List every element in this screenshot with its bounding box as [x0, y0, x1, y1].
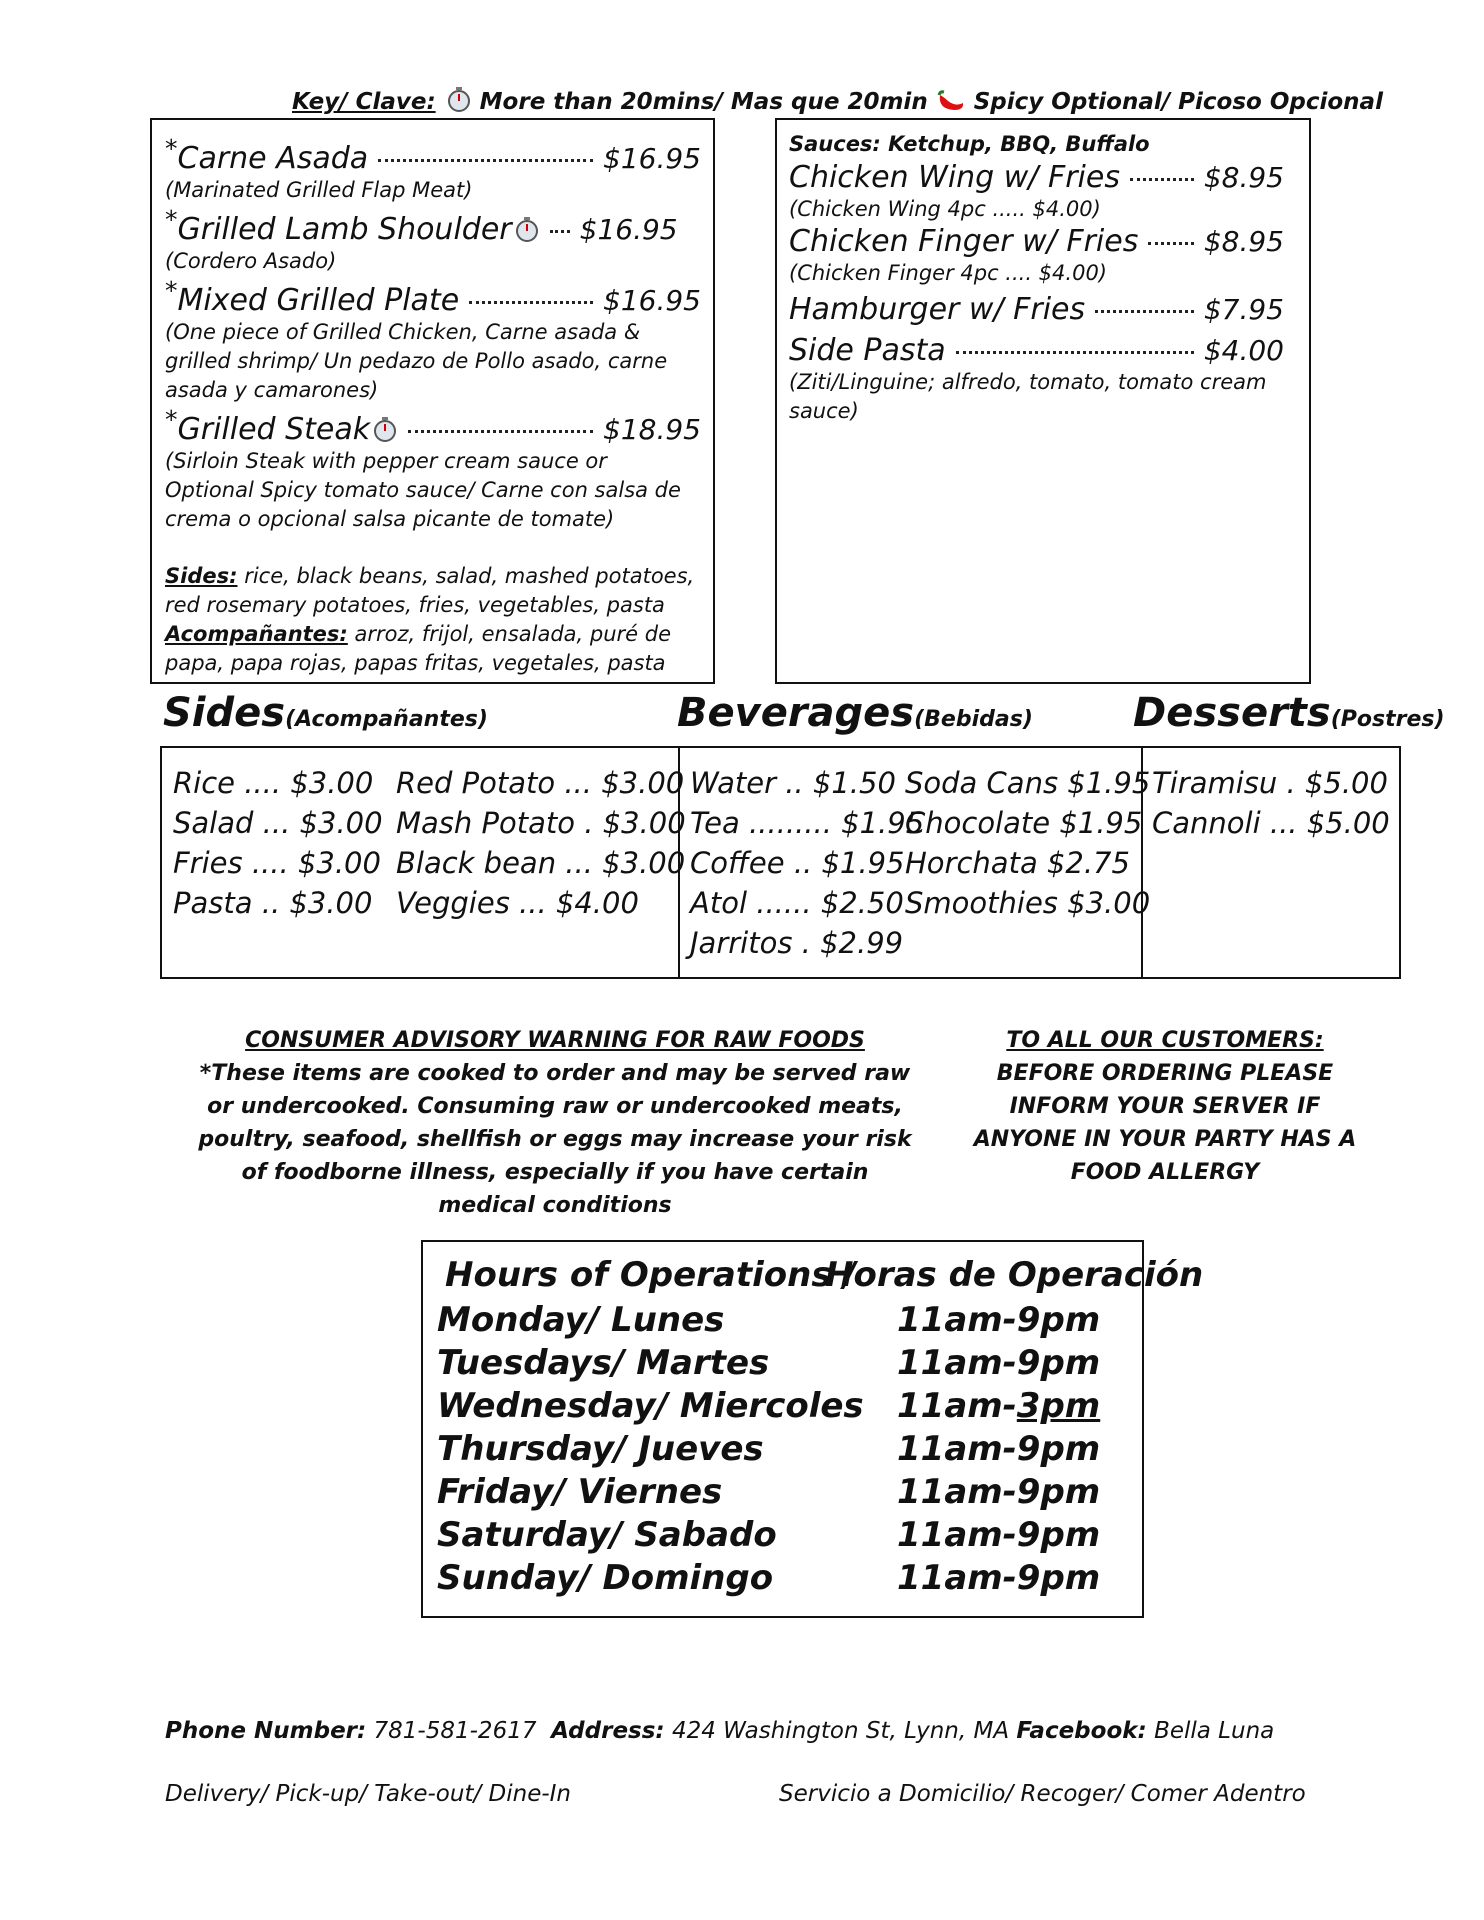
- hours-time: 11am-9pm: [897, 1300, 1101, 1340]
- advisory-title: CONSUMER ADVISORY WARNING FOR RAW FOODS: [245, 1028, 865, 1053]
- list-item: Jarritos . $2.99: [690, 926, 904, 960]
- key-label: Key/ Clave:: [292, 89, 436, 115]
- hours-day: Sunday/ Domingo: [437, 1558, 774, 1598]
- hours-header-right: Horas de Operación: [825, 1255, 1204, 1295]
- item-desc: (One piece of Grilled Chicken, Carne asada & grilled shrimp/ Un pedazo de Pollo asado, carne asada y camarones): [165, 320, 668, 402]
- list-item: Pasta .. $3.00: [173, 886, 373, 920]
- item-name: Side Pasta: [789, 333, 946, 368]
- item-price: $4.00: [1203, 334, 1284, 367]
- beverages-col-2: [905, 763, 1150, 923]
- address: 424 Washington St, Lynn, MA: [671, 1718, 1010, 1744]
- hours-day: Friday/ Viernes: [437, 1472, 723, 1512]
- list-item: Cannoli ... $5.00: [1152, 806, 1390, 840]
- list-item: Water .. $1.50: [690, 766, 896, 800]
- list-item: Tiramisu . $5.00: [1152, 766, 1388, 800]
- raw-food-advisory: [195, 1024, 915, 1222]
- hours-time: 11am-9pm: [897, 1558, 1101, 1598]
- services-es: Servicio a Domicilio/ Recoger/ Comer Adentro: [779, 1781, 1306, 1807]
- list-item: Black bean ... $3.00: [396, 846, 686, 880]
- list-item: Soda Cans $1.95: [905, 766, 1151, 800]
- hours-time: 11am-9pm: [897, 1472, 1101, 1512]
- menu-item-side-pasta: [789, 333, 1284, 426]
- hours-time: 11am-9pm: [897, 1429, 1101, 1469]
- desserts-heading: Desserts(Postres): [1133, 690, 1445, 736]
- item-sub: (Ziti/Linguine; alfredo, tomato, tomato cream sauce): [789, 370, 1267, 423]
- sides-note: [165, 562, 701, 620]
- sauces-line: Sauces: Ketchup, BBQ, Buffalo: [789, 132, 1150, 156]
- item-name: Grilled Lamb Shoulder: [177, 212, 512, 247]
- list-item: Veggies ... $4.00: [396, 886, 639, 920]
- sides-heading: Sides(Acompañantes): [163, 690, 488, 736]
- menu-item-chicken-wing: [789, 160, 1284, 224]
- hours-day: Thursday/ Jueves: [437, 1429, 764, 1469]
- menu-item-mixed-grilled-plate: *Mixed Grilled Plate $16.95 (One piece of Grilled Chicken, Carne asada & grilled shrimp/ Un pedazo de Pollo asado, carne asada y camarones): [165, 276, 701, 405]
- sides-text: rice, black beans, salad, mashed potatoes, red rosemary potatoes, fries, vegetables, pasta: [165, 564, 695, 617]
- contact-info: [165, 1718, 1274, 1744]
- facebook-name: Bella Luna: [1154, 1718, 1275, 1744]
- stopwatch-icon: [446, 86, 472, 112]
- hours-day: Saturday/ Sabado: [437, 1515, 777, 1555]
- grill-menu-box: [150, 118, 715, 684]
- list-item: Salad ... $3.00: [173, 806, 383, 840]
- stopwatch-icon: [372, 416, 398, 442]
- item-name: Hamburger w/ Fries: [789, 292, 1086, 327]
- item-price: $16.95: [579, 213, 678, 246]
- item-desc: (Cordero Asado): [165, 249, 337, 273]
- sides-col-2: [396, 763, 686, 923]
- phone-number: 781-581-2617: [373, 1718, 537, 1744]
- list-item: Fries .... $3.00: [173, 846, 381, 880]
- list-item: Rice .... $3.00: [173, 766, 374, 800]
- menu-item-grilled-lamb-shoulder: *Grilled Lamb Shoulder $16.95 (Cordero Asado): [165, 205, 675, 276]
- stopwatch-icon: [514, 216, 540, 242]
- hours-time: 11am-9pm: [897, 1343, 1101, 1383]
- item-price: $8.95: [1203, 225, 1284, 258]
- item-name: Carne Asada: [177, 141, 369, 176]
- hours-day: Monday/ Lunes: [437, 1300, 725, 1340]
- item-name: Mixed Grilled Plate: [177, 283, 460, 318]
- hours-time: 11am-9pm: [897, 1515, 1101, 1555]
- list-item: Coffee .. $1.95: [690, 846, 905, 880]
- item-price: $16.95: [603, 142, 701, 175]
- item-name: Grilled Steak: [177, 412, 371, 447]
- key-spicy: Spicy Optional/ Picoso Opcional: [973, 89, 1383, 115]
- list-item: Smoothies $3.00: [905, 886, 1151, 920]
- services-en: Delivery/ Pick-up/ Take-out/ Dine-In: [165, 1781, 572, 1807]
- list-item: Horchata $2.75: [905, 846, 1130, 880]
- advisory-body: *These items are cooked to order and may be served raw or undercooked. Consuming raw or undercooked meats, poultry, seafood, shellfish or eggs may increase your risk of foodborne illness, especially if you have certain medical conditions: [198, 1061, 912, 1218]
- list-item: Atol ...... $2.50: [690, 886, 904, 920]
- allergy-title: TO ALL OUR CUSTOMERS:: [1006, 1028, 1324, 1053]
- beverages-col-1: [690, 763, 924, 963]
- menu-item-chicken-finger: [789, 224, 1284, 288]
- hours-header-left: Hours of Operations /: [445, 1255, 856, 1295]
- phone-label: Phone Number:: [165, 1718, 367, 1744]
- item-price: $16.95: [603, 284, 701, 317]
- hours-day: Tuesdays/ Martes: [437, 1343, 770, 1383]
- beverages-heading: Beverages(Bebidas): [677, 690, 1033, 736]
- desserts-col: [1152, 763, 1390, 843]
- item-sub: (Chicken Finger 4pc .... $4.00): [789, 261, 1107, 285]
- list-item: Tea ......... $1.95: [690, 806, 925, 840]
- item-desc: (Marinated Grilled Flap Meat): [165, 178, 473, 202]
- item-name: Chicken Wing w/ Fries: [789, 160, 1120, 195]
- menu-item-hamburger: [789, 292, 1284, 327]
- list-item: Mash Potato . $3.00: [396, 806, 686, 840]
- item-desc: (Sirloin Steak with pepper cream sauce or Optional Spicy tomato sauce/ Carne con salsa de crema o opcional salsa picante de tomate): [165, 449, 681, 531]
- address-label: Address:: [551, 1718, 665, 1744]
- item-price: $7.95: [1203, 293, 1284, 326]
- allergy-body: BEFORE ORDERING PLEASE INFORM YOUR SERVER IF ANYONE IN YOUR PARTY HAS A FOOD ALLERGY: [973, 1061, 1357, 1185]
- item-price: $18.95: [603, 413, 701, 446]
- chili-pepper-icon: [936, 89, 966, 113]
- item-price: $8.95: [1203, 161, 1284, 194]
- menu-item-carne-asada: *Carne Asada $16.95 (Marinated Grilled Flap Meat): [165, 134, 701, 205]
- facebook-label: Facebook:: [1016, 1718, 1147, 1744]
- acomp-note: [165, 620, 701, 678]
- hours-time: 11am-3pm: [897, 1386, 1101, 1426]
- hours-day: Wednesday/ Miercoles: [437, 1386, 864, 1426]
- menu-item-grilled-steak: *Grilled Steak $18.95 (Sirloin Steak with pepper cream sauce or Optional Spicy tomato sauce/ Carne con salsa de crema o opcional salsa picante de tomate): [165, 405, 701, 534]
- item-name: Chicken Finger w/ Fries: [789, 224, 1139, 259]
- key-legend: [292, 86, 1383, 115]
- list-item: Red Potato ... $3.00: [396, 766, 685, 800]
- allergy-notice: [965, 1024, 1365, 1189]
- acomp-text: arroz, frijol, ensalada, puré de papa, papa rojas, papas fritas, vegetales, pasta: [165, 622, 672, 675]
- fry-menu-box: [775, 118, 1311, 684]
- item-sub: (Chicken Wing 4pc ..... $4.00): [789, 197, 1101, 221]
- acomp-label: Acompañantes:: [165, 622, 348, 646]
- sides-label: Sides:: [165, 564, 238, 588]
- key-long-wait: More than 20mins/ Mas que 20min: [479, 89, 928, 115]
- sides-col-1: [173, 763, 383, 923]
- list-item: Chocolate $1.95: [905, 806, 1143, 840]
